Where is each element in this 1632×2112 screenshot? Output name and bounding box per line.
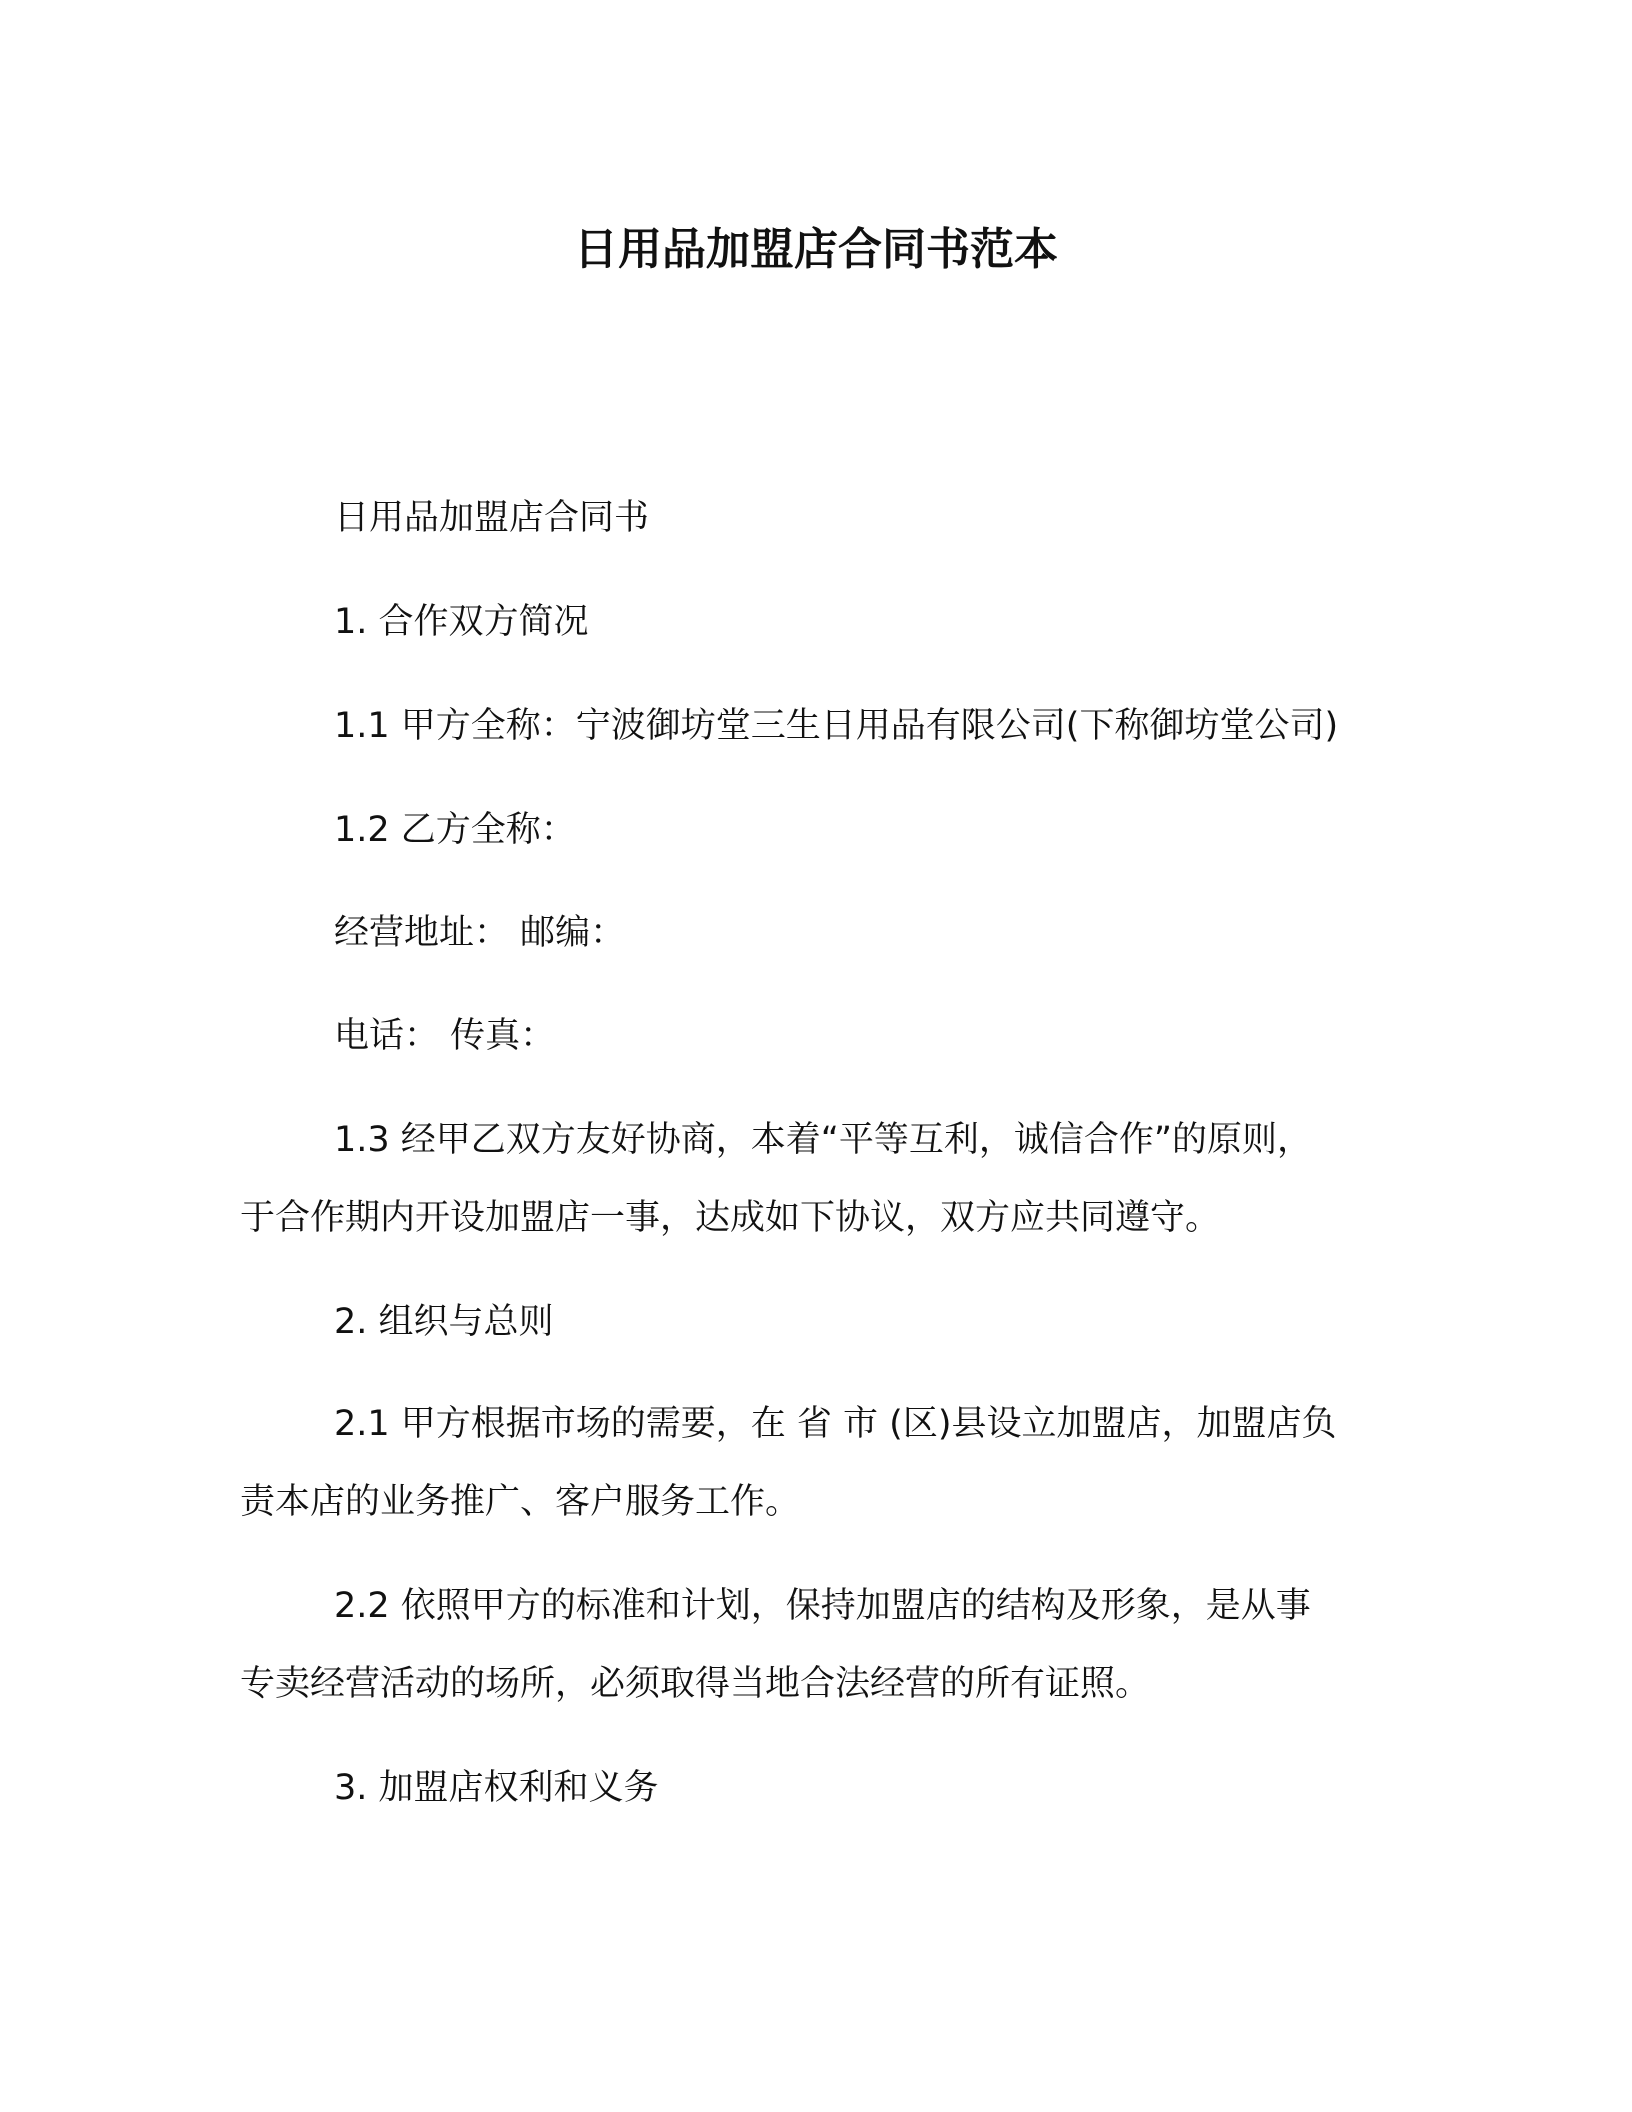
- clause-2-2-line-2: 专卖经营活动的场所，必须取得当地合法经营的所有证照。: [240, 1664, 1151, 1704]
- section-3-heading: 3. 加盟店权利和义务: [334, 1768, 659, 1808]
- section-2-heading: 2. 组织与总则: [334, 1302, 554, 1342]
- address-line: 经营地址： 邮编：: [334, 913, 626, 953]
- clause-2-2-line-1: 2.2 依照甲方的标准和计划，保持加盟店的结构及形象，是从事: [334, 1586, 1311, 1626]
- contract-heading: 日用品加盟店合同书: [334, 498, 650, 538]
- clause-1-3-line-2: 于合作期内开设加盟店一事，达成如下协议，双方应共同遵守。: [240, 1198, 1221, 1238]
- document-title: 日用品加盟店合同书范本: [574, 224, 1058, 275]
- clause-1-2: 1.2 乙方全称：: [334, 810, 576, 850]
- clause-1-3-line-1: 1.3 经甲乙双方友好协商，本着“平等互利，诚信合作”的原则，: [334, 1120, 1313, 1160]
- clause-2-1-line-1: 2.1 甲方根据市场的需要，在 省 市 (区)县设立加盟店，加盟店负: [334, 1404, 1337, 1444]
- phone-line: 电话： 传真：: [334, 1016, 556, 1056]
- clause-2-1-line-2: 责本店的业务推广、客户服务工作。: [240, 1482, 801, 1522]
- section-1-heading: 1. 合作双方简况: [334, 602, 589, 642]
- clause-1-1: 1.1 甲方全称：宁波御坊堂三生日用品有限公司(下称御坊堂公司): [334, 706, 1339, 746]
